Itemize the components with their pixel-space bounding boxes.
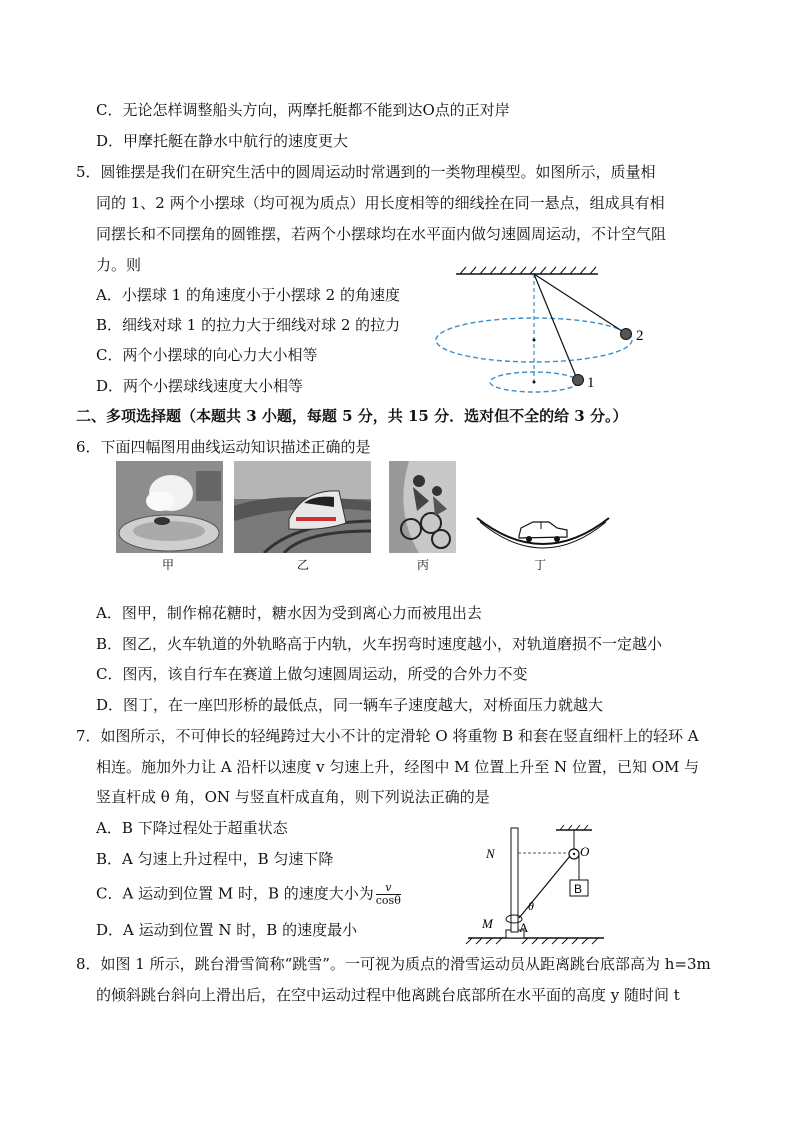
q7-stem-line-1: 7．如图所示，不可伸长的轻绳跨过大小不计的定滑轮 O 将重物 B 和套在竖直细杆上的轻环 A: [76, 727, 699, 745]
label-o: O: [580, 844, 590, 859]
string-2: [534, 274, 625, 333]
q6-option-c: C．图丙，该自行车在赛道上做匀速圆周运动，所受的合外力不变: [96, 665, 528, 683]
car-icon: [519, 522, 567, 542]
figure-concave-bridge-car: [475, 508, 611, 558]
ball-2-label: 2: [636, 328, 644, 344]
block-b-label: B: [574, 882, 583, 896]
q5-stem-line-1: 5．圆锥摆是我们在研究生活中的圆周运动时常遇到的一类物理模型。如图所示，质量相: [76, 163, 656, 181]
q7-option-c-text: C．A 运动到位置 M 时，B 的速度大小为: [96, 884, 374, 903]
q5-option-c: C．两个小摆球的向心力大小相等: [96, 346, 318, 364]
q7-option-d: D．A 运动到位置 N 时，B 的速度最小: [96, 921, 358, 939]
ground-hatch: [466, 938, 598, 944]
pulley-rod-figure: [466, 822, 616, 947]
q6-option-a: A．图甲，制作棉花糖时，糖水因为受到离心力而被甩出去: [96, 604, 482, 622]
q6-option-d: D．图丁，在一座凹形桥的最低点，同一辆车子速度越大，对桥面压力就越大: [96, 696, 604, 714]
q5-option-a: A．小摆球 1 的角速度小于小摆球 2 的角速度: [96, 286, 400, 304]
q6-stem: 6．下面四幅图用曲线运动知识描述正确的是: [76, 438, 371, 456]
conical-pendulum-figure: [428, 262, 658, 392]
photo-cotton-candy: [116, 461, 223, 553]
caption-bing: 丙: [417, 558, 430, 572]
caption-yi: 乙: [297, 558, 310, 572]
q5-option-b: B．细线对球 1 的拉力大于细线对球 2 的拉力: [96, 316, 401, 334]
caption-ding: 丁: [534, 558, 547, 572]
label-n: N: [486, 846, 495, 861]
ceiling-hatch: [460, 267, 596, 274]
fraction-v-over-cos-theta: $\frac{v}{\cos\theta}$: [375, 881, 401, 907]
ball-2: [621, 329, 632, 340]
q5-stem-line-2: 同的 1、2 两个小摆球（均可视为质点）用长度相等的细线拴在同一悬点，组成具有相: [96, 194, 665, 212]
photo-cyclists: [389, 461, 456, 553]
q5-option-d: D．两个小摆球线速度大小相等: [96, 377, 304, 395]
ball-1-label: 1: [587, 375, 595, 391]
label-a: A: [519, 920, 529, 935]
ball-1: [573, 375, 584, 386]
q4-option-d: D．甲摩托艇在静水中航行的速度更大: [96, 132, 349, 150]
q8-stem-line-2: 的倾斜跳台斜向上滑出后，在空中运动过程中他离跳台底部所在水平面的高度 y 随时间 t: [96, 986, 680, 1004]
caption-jia: 甲: [162, 558, 175, 572]
label-m: M: [482, 916, 493, 931]
q5-stem-line-3: 同摆长和不同摆角的圆锥摆，若两个小摆球均在水平面内做匀速圆周运动，不计空气阻: [96, 225, 667, 243]
q8-stem-line-1: 8．如图 1 所示，跳台滑雪简称“跳雪”。一可视为质点的滑雪运动员从距离跳台底部高为 h=3m: [76, 955, 711, 973]
photo-train: [234, 461, 371, 553]
section-2-heading: 二、多项选择题（本题共 3 小题，每题 5 分，共 15 分．选对但不全的给 3 分。）: [76, 407, 628, 425]
vertical-rod: [511, 828, 518, 932]
q7-option-c: [96, 882, 401, 907]
q7-stem-line-3: 竖直杆成 θ 角，ON 与竖直杆成直角，则下列说法正确的是: [96, 788, 490, 806]
q7-option-a: A．B 下降过程处于超重状态: [96, 819, 288, 837]
rope-om: [519, 856, 570, 918]
q7-option-b: B．A 匀速上升过程中，B 匀速下降: [96, 850, 334, 868]
string-1: [534, 274, 577, 379]
q6-option-b: B．图乙，火车轨道的外轨略高于内轨，火车拐弯时速度越小，对轨道磨损不一定越小: [96, 635, 663, 653]
q5-stem-line-4: 力。则: [96, 256, 142, 274]
label-theta: θ: [528, 899, 534, 913]
q7-stem-line-2: 相连。施加外力让 A 沿杆以速度 v 匀速上升，经图中 M 位置上升至 N 位置，已知 OM 与: [96, 758, 700, 776]
q4-option-c: C．无论怎样调整船头方向，两摩托艇都不能到达O点的正对岸: [96, 101, 510, 119]
